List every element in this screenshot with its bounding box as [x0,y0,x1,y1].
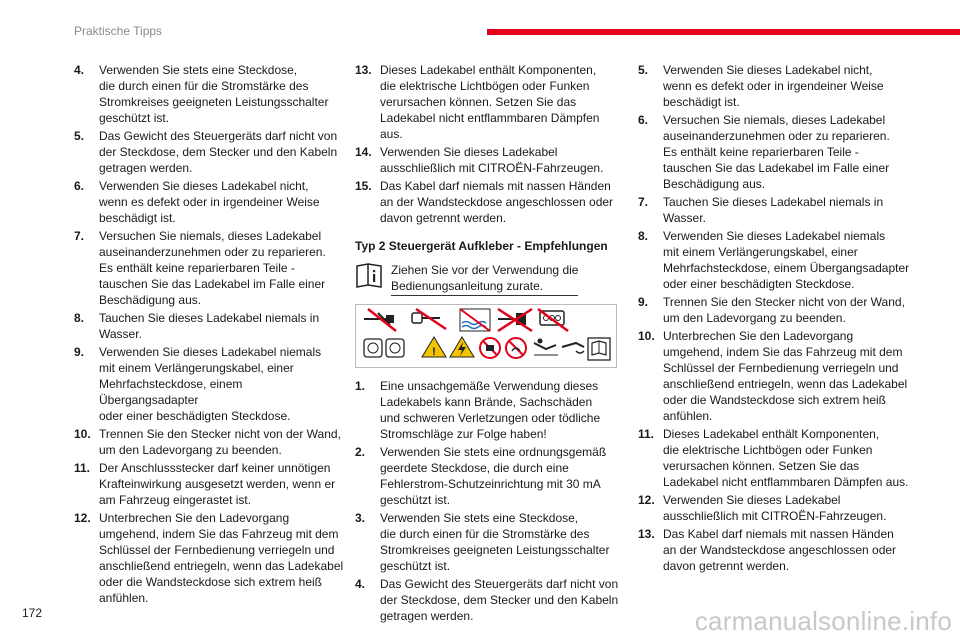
list-item [638,112,910,192]
item-text: Verwenden Sie dieses Ladekabel niemals mit einem Verlängerungskabel, einer Mehrfachsteckdose, einem Übergangsadapter oder einer beschädigten Steckdose. [99,345,322,423]
item-text: Verwenden Sie stets eine Steckdose, die durch einen für die Stromstärke des Stromkreises geeigneten Leistungsschalter geschützt ist. [99,63,329,125]
socket-rcd-icon [364,339,404,357]
no-multi-socket-icon [538,309,568,331]
item-number: 5. [74,129,85,143]
item-number: 12. [638,493,655,507]
item-number: 2. [355,445,366,459]
no-water-icon [460,309,490,331]
item-text: Verwenden Sie dieses Ladekabel niemals mit einem Verlängerungskabel, einer Mehrfachsteckdose, einem Übergangsadapter oder einer beschädigten Steckdose. [663,229,910,291]
warning-pictograms-sticker [355,304,617,368]
list-item [638,492,910,524]
list-item [638,194,910,226]
item-number: 5. [638,63,649,77]
list-item [74,510,344,606]
item-text: Versuchen Sie niemals, dieses Ladekabel auseinanderzunehmen oder zu reparieren. Es enthält keine reparierbaren Teile - tauschen Sie das Ladekabel im Falle einer Beschädigung aus. [663,113,890,191]
item-text: Verwenden Sie dieses Ladekabel nicht, wenn es defekt oder in irgendeiner Weise beschädigt ist. [663,63,884,109]
item-text: Der Anschlussstecker darf keiner unnötigen Krafteinwirkung ausgesetzt werden, wenn er am Fahrzeug eingerastet ist. [99,461,336,507]
header-accent-bar [487,29,960,35]
list-item [355,144,623,176]
list-item [638,294,910,326]
list-item [355,178,623,226]
item-number: 12. [74,511,91,525]
item-number: 10. [638,329,655,343]
item-number: 8. [638,229,649,243]
list-item [355,510,623,574]
item-number: 10. [74,427,91,441]
item-text: Verwenden Sie dieses Ladekabel ausschließlich mit CITROËN-Fahrzeugen. [380,145,604,175]
page-number: 172 [22,606,43,620]
item-number: 6. [638,113,649,127]
warning-triangle-icon [422,337,446,358]
list-item [638,228,910,292]
no-damaged-plug-icon [412,309,446,329]
svg-text:!: ! [432,346,436,358]
item-text: Das Kabel darf niemals mit nassen Händen an der Wandsteckdose angeschlossen oder davon getrennt werden. [380,179,614,225]
no-tampering-icon [480,338,500,358]
item-text: Trennen Sie den Stecker nicht von der Wand, um den Ladevorgang zu beenden. [663,295,905,325]
watermark: carmanualsonline.info [694,606,952,636]
list-item [638,426,910,490]
item-number: 14. [355,145,372,159]
item-number: 13. [355,63,372,77]
item-text: Tauchen Sie dieses Ladekabel niemals in Wasser. [663,195,884,225]
list-item [355,444,623,508]
list-item [74,426,344,458]
section-title: Typ 2 Steuergerät Aufkleber - Empfehlungen [355,239,608,253]
item-number: 8. [74,311,85,325]
no-extension-cord-icon [364,309,396,331]
list-item [74,344,344,424]
list-item [638,328,910,424]
item-text: Trennen Sie den Stecker nicht von der Wand, um den Ladevorgang zu beenden. [99,427,341,457]
electric-hazard-icon [450,337,474,357]
item-number: 7. [74,229,85,243]
list-item [74,460,344,508]
item-number: 15. [355,179,372,193]
list-item [74,128,344,176]
item-text: Unterbrechen Sie den Ladevorgang umgehend, indem Sie das Fahrzeug mit dem Schlüssel der Fernbedienung verriegeln und anschließend entriegeln, wenn das Ladekabel oder die Wandsteckdose sich extrem heiß anfühlen. [99,511,344,605]
list-item [355,576,623,624]
item-text: Verwenden Sie stets eine ordnungsgemäß geerdete Steckdose, die durch eine Fehlerstrom-Schutzeinrichtung mit 30 mA geschützt ist. [380,445,607,507]
column-1 [74,62,344,608]
list-item [638,62,910,110]
item-number: 11. [638,427,655,441]
list-item [74,62,344,126]
item-number: 4. [355,577,366,591]
item-text: Unterbrechen Sie den Ladevorgang umgehend, indem Sie das Fahrzeug mit dem Schlüssel der Fernbedienung verriegeln und anschließend entriegeln, wenn das Ladekabel oder die Wandsteckdose sich extrem heiß anfühlen. [663,329,908,423]
list-item [355,378,623,442]
item-number: 7. [638,195,649,209]
item-text: Verwenden Sie dieses Ladekabel nicht, wenn es defekt oder in irgendeiner Weise beschädigt ist. [99,179,320,225]
no-wet-hands-icon [506,338,526,358]
item-text: Eine unsachgemäße Verwendung dieses Ladekabels kann Brände, Sachschäden und schweren Verletzungen oder tödliche Stromschläge zur Folge haben! [380,379,601,441]
column-2 [355,62,623,626]
item-number: 1. [355,379,366,393]
item-text: Das Kabel darf niemals mit nassen Händen an der Wandsteckdose angeschlossen oder davon getrennt werden. [663,527,897,573]
item-number: 3. [355,511,366,525]
item-number: 11. [74,461,91,475]
list-item [74,178,344,226]
item-number: 9. [74,345,85,359]
manual-note [355,262,623,296]
list-item [74,228,344,308]
list-item [355,62,623,142]
plug-hand-icon [562,343,584,353]
item-text: Versuchen Sie niemals, dieses Ladekabel auseinanderzunehmen oder zu reparieren. Es enthält keine reparierbaren Teile - tauschen Sie das Ladekabel im Falle einer Beschädigung aus. [99,229,326,307]
item-number: 4. [74,63,85,77]
item-text: Das Gewicht des Steuergeräts darf nicht von der Steckdose, dem Stecker und den Kabeln getragen werden. [380,577,619,623]
item-text: Das Gewicht des Steuergeräts darf nicht von der Steckdose, dem Stecker und den Kabeln getragen werden. [99,129,338,175]
item-text: Dieses Ladekabel enthält Komponenten, die elektrische Lichtbögen oder Funken verursachen können. Setzen Sie das Ladekabel nicht entflammbaren Dämpfen aus. [663,427,909,489]
header-title: Praktische Tipps [74,24,163,38]
item-text: Verwenden Sie dieses Ladekabel ausschließlich mit CITROËN-Fahrzeugen. [663,493,887,523]
column-3 [638,62,910,576]
list-item [638,526,910,574]
item-number: 9. [638,295,649,309]
manual-note-text: Ziehen Sie vor der Verwendung die Bedienungsanleitung zurate. [391,262,578,296]
item-number: 13. [638,527,655,541]
list-item [74,310,344,342]
item-text: Tauchen Sie dieses Ladekabel niemals in Wasser. [99,311,320,341]
read-manual-icon [588,338,610,360]
item-text: Verwenden Sie stets eine Steckdose, die durch einen für die Stromstärke des Stromkreises geeigneten Leistungsschalter geschützt ist. [380,511,610,573]
no-adapter-icon [498,309,532,331]
item-text: Dieses Ladekabel enthält Komponenten, die elektrische Lichtbögen oder Funken verursachen können. Setzen Sie das Ladekabel nicht entflammbaren Dämpfen aus. [380,63,600,141]
manual-book-icon [355,262,383,288]
item-number: 6. [74,179,85,193]
no-pulling-icon [534,339,558,356]
